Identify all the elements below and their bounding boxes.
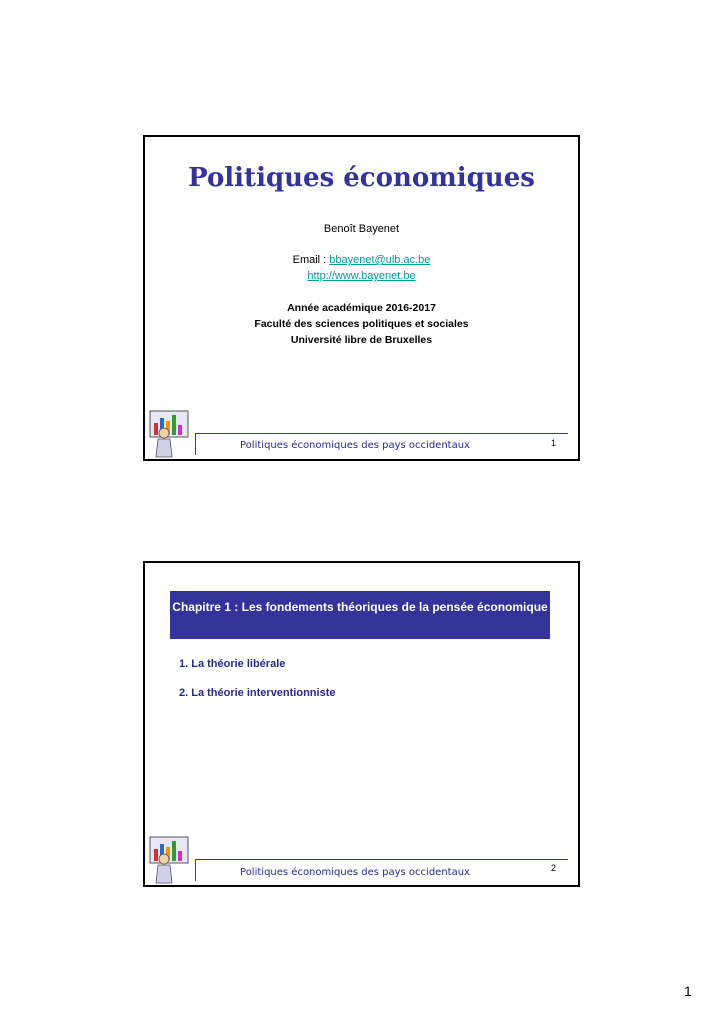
footer-divider-vertical — [195, 859, 196, 881]
slide-number: 2 — [550, 863, 556, 873]
footer-divider-horizontal — [195, 859, 568, 860]
clipart-illustration — [148, 835, 192, 885]
academic-year: Année académique 2016-2017 — [287, 302, 436, 314]
faculty-name: Faculté des sciences politiques et sociales — [254, 318, 469, 330]
website-link[interactable]: http://www.bayenet.be — [307, 270, 416, 282]
list-item: 2. La théorie interventionniste — [179, 687, 336, 699]
website-line — [145, 270, 578, 282]
chapter-title: Chapitre 1 : Les fondements théoriques de la pensée économique — [170, 591, 550, 639]
slide-title: Politiques économiques — [188, 163, 535, 193]
clipart-illustration — [148, 409, 192, 459]
document-page-number: 1 — [684, 983, 692, 999]
list-item: 1. La théorie libérale — [179, 658, 286, 670]
footer-divider-horizontal — [195, 433, 568, 434]
email-label: Email : — [292, 254, 330, 266]
slide-footer: Politiques économiques des pays occidentaux — [240, 440, 470, 451]
university-name: Université libre de Bruxelles — [290, 334, 433, 346]
slide-2 — [143, 561, 580, 887]
slide-1 — [143, 135, 580, 461]
author-name: Benoît Bayenet — [323, 223, 400, 235]
slide-number: 1 — [550, 438, 556, 448]
footer-divider-vertical — [195, 433, 196, 455]
slide-footer: Politiques économiques des pays occidentaux — [240, 867, 470, 878]
email-line — [145, 254, 578, 266]
email-link[interactable]: bbayenet@ulb.ac.be — [329, 254, 431, 266]
